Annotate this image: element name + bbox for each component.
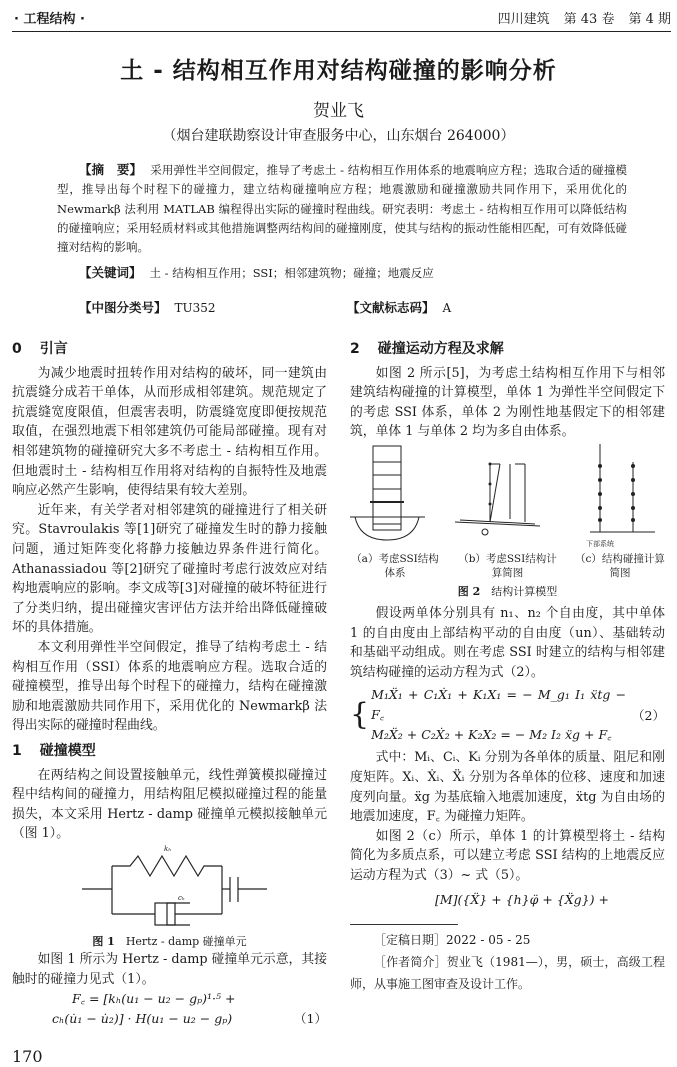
structure-model-diagram	[350, 442, 665, 542]
paragraph: 本文利用弹性半空间假定，推导了结构考虑土 - 结构相互作用（SSI）体系的地震响应方程。选取合适的碰撞模型，推导出每个时程下的碰撞力，结构在碰撞激励和地震激励共同作用下，采用优化的 Newmarkβ 法得出实际的碰撞时程曲线。	[12, 639, 327, 734]
author: 贺业飞	[313, 101, 364, 121]
equation-2-line-1: M₁Ẍ₁ + C₁Ẋ₁ + K₁X₁ = − M_g₁ I₁ ẍtg − F꜀	[371, 687, 627, 723]
equation-2-system	[350, 685, 626, 745]
section-heading-2: 2 碰撞运动方程及求解	[350, 341, 504, 358]
lower-system-label: 下部系统	[586, 540, 614, 549]
figure-2-subcaptions	[350, 552, 665, 580]
journal-info	[484, 8, 671, 27]
subcaption-c: （c）结构碰撞计算简图	[575, 553, 665, 580]
equation-3-line-1: [M]({Ẍ} + {h}φ̈ + {Ẍg}) +	[435, 891, 609, 907]
keywords-label: 【关键词】	[79, 265, 142, 281]
issue: 第 4 期	[628, 12, 671, 27]
damper-label: cₕ	[178, 893, 185, 902]
equation-2-line-2: M₂Ẍ₂ + C₂Ẋ₂ + K₂X₂ = − M₂ I₂ ẍg + F꜀	[371, 727, 612, 743]
figure-2	[350, 442, 665, 550]
abstract	[57, 160, 627, 257]
footnote-rule	[350, 924, 458, 925]
keywords-text: 土 - 结构相互作用；SSI；相邻建筑物；碰撞；地震反应	[149, 266, 434, 281]
left-column	[12, 340, 327, 1067]
page-number: 170	[12, 1047, 43, 1067]
abstract-text: 采用弹性半空间假定，推导了考虑土 - 结构相互作用体系的地震响应方程；选取合适的碰撞模型，推导出每个时程下的碰撞力，建立结构碰撞响应方程；地震激励和碰撞激励共同作用下，采用优化的 Newmarkβ 法利用 MATLAB 编程得出实际的碰撞时程曲线。研究表明：考虑土 - 结构相互作用可以降低结构的碰撞响应；采用轻质材料或其他措施调整两结构间的碰撞刚度，使其与结构的振动性能相匹配，可有效降低碰撞对结构的影响。	[57, 163, 627, 255]
keywords	[57, 263, 627, 283]
document-code	[347, 298, 451, 318]
subcaption-b: （b）考虑SSI结构计算简图	[458, 553, 557, 580]
classification-value: TU352	[174, 300, 216, 315]
abstract-label: 【摘 要】	[79, 162, 143, 177]
classification-row	[57, 298, 627, 318]
paragraph: 为减少地震时扭转作用对结构的破坏，同一建筑由抗震缝分成若干单体，从而形成相邻建筑。规范规定了抗震缝宽度限值，但震害表明，防震缝宽度即便按规范取值，在强烈地震下相邻建筑仍可能局部碰撞。现有对相邻建筑物的碰撞研究大多不考虑土 - 结构相互作用。但地震时土 - 结构相互作用将对结构的自振特性及地震响应必然产生影响，使得结果有较大差别。	[12, 365, 327, 499]
paragraph: 如图 2（c）所示，单体 1 的计算模型将土 - 结构简化为多质点系，可以建立考虑 SSI 结构的上地震反应运动方程为式（3）~ 式（5）。	[350, 828, 665, 883]
affiliation: （烟台建联勘察设计审查服务中心，山东烟台 264000）	[162, 128, 515, 144]
classification-label: 【中图分类号】	[79, 299, 167, 315]
figure-2-caption: 图 2 结构计算模型	[457, 585, 558, 599]
equation-2-lines	[371, 685, 626, 745]
paragraph: 近年来，有关学者对相邻建筑的碰撞进行了相关研究。Stavroulakis 等[1]研究了碰撞发生时的静力接触问题，通过矩阵变化将静力接触边界条件进行简化。Athanassiadou 等[2]研究了碰撞时考虑行波效应对结构地震响应的影响。李文成等[3]对碰撞的破坏特征进行了分类归纳，提出碰撞灾害评估方法并给出降低碰撞破坏的具体措施。	[12, 502, 327, 636]
classification	[79, 298, 347, 318]
paragraph: 假设两单体分别具有 n₁、n₂ 个自由度，其中单体 1 的自由度由上部结构平动的自由度（un）、基础转动和基础平动组成。则在考虑 SSI 时建立的结构与相邻建筑结构碰撞的运动方程为式（2）。	[350, 606, 665, 680]
document-code-value: A	[442, 300, 452, 315]
subcaption-a: （a）考虑SSI结构体系	[351, 553, 439, 580]
footnote	[350, 929, 665, 995]
author-bio: ［作者简介］贺业飞（1981—），男，硕士，高级工程师，从事施工图审查及设计工作。	[350, 954, 665, 991]
paragraph: 如图 2 所示[5]，为考虑土结构相互作用下与相邻建筑结构碰撞的计算模型，单体 1 为弹性半空间假定下的考虑 SSI 体系，单体 2 为刚性地基假定下的相邻建筑，单体 1 与单体 2 均为多自由体系。	[350, 365, 665, 440]
equation-1-line-1: F꜀ = [kₕ(u₁ − u₂ − gₚ)¹·⁵ +	[72, 991, 236, 1007]
paragraph: 式中：Mᵢ、Cᵢ、Kᵢ 分别为各单体的质量、阻尼和刚度矩阵。Xᵢ、Ẋᵢ、Ẍᵢ 分别为各单体的位移、速度和加速度列向量。ẍg 为基底输入地震加速度，ẍtg 为自由场的地震加速度，F꜀ 为碰撞力矩阵。	[350, 750, 665, 825]
section-heading-1: 1 碰撞模型	[12, 742, 96, 759]
running-header	[12, 0, 671, 32]
received-date: ［定稿日期］2022 - 05 - 25	[374, 932, 531, 947]
figure-1-caption: 图 1 Hertz - damp 碰撞单元	[92, 934, 247, 948]
section-heading-0: 0 引言	[12, 341, 68, 358]
body-columns	[12, 340, 665, 1067]
paragraph: 在两结构之间设置接触单元，线性弹簧模拟碰撞过程中结构间的碰撞力，用结构阻尼模拟碰撞过程的能量损失，本文采用 Hertz - damp 碰撞单元模拟接触单元（图 1）。	[12, 767, 327, 842]
equation-2-number: （2）	[632, 707, 665, 723]
paper-title: 土 - 结构相互作用对结构碰撞的影响分析	[120, 58, 557, 84]
equation-2	[350, 685, 665, 745]
spring-label: kₕ	[164, 844, 172, 853]
equation-1-number: （1）	[294, 1011, 327, 1027]
paragraph: 如图 1 所示为 Hertz - damp 碰撞单元示意，其接触时的碰撞力见式（1）。	[12, 951, 327, 987]
figure-1	[12, 844, 327, 934]
hertz-damp-diagram	[12, 844, 327, 934]
brace: {	[350, 697, 370, 733]
document-code-label: 【文献标志码】	[347, 299, 435, 315]
front-matter	[57, 160, 627, 318]
right-column	[350, 340, 665, 1067]
equation-1-line-2-row	[12, 1009, 327, 1029]
equation-1-line-2: cₕ(u̇₁ − u̇₂)] · H(u₁ − u₂ − gₚ)	[52, 1011, 233, 1027]
volume: 第 43 卷	[563, 12, 615, 27]
journal-name: 四川建筑	[497, 12, 550, 27]
section-label: · 工程结构 ·	[14, 12, 85, 27]
